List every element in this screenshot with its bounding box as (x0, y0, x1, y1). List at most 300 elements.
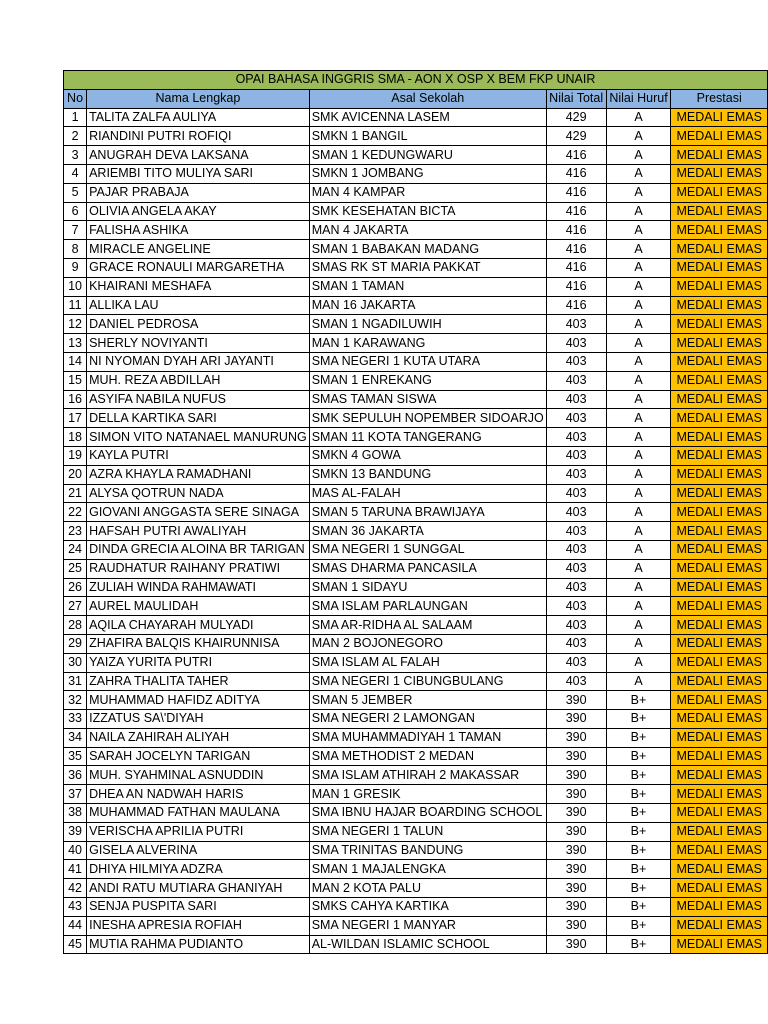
total-score: 403 (546, 334, 606, 353)
table-row (64, 710, 768, 729)
table-row (64, 240, 768, 259)
table-row (64, 371, 768, 390)
participant-name: KAYLA PUTRI (87, 446, 310, 465)
row-number: 17 (64, 409, 87, 428)
award: MEDALI EMAS (671, 221, 768, 240)
letter-grade: B+ (606, 785, 671, 804)
total-score: 403 (546, 672, 606, 691)
row-number: 15 (64, 371, 87, 390)
letter-grade: B+ (606, 766, 671, 785)
participant-name: RIANDINI PUTRI ROFIQI (87, 127, 310, 146)
row-number: 32 (64, 691, 87, 710)
participant-name: ALYSA QOTRUN NADA (87, 484, 310, 503)
row-number: 3 (64, 146, 87, 165)
school-name: SMA IBNU HAJAR BOARDING SCHOOL (309, 804, 546, 823)
row-number: 39 (64, 822, 87, 841)
participant-name: AZRA KHAYLA RAMADHANI (87, 465, 310, 484)
participant-name: SARAH JOCELYN TARIGAN (87, 747, 310, 766)
participant-name: DANIEL PEDROSA (87, 315, 310, 334)
row-number: 4 (64, 164, 87, 183)
title-row (64, 71, 768, 90)
total-score: 390 (546, 879, 606, 898)
letter-grade: A (606, 164, 671, 183)
award: MEDALI EMAS (671, 916, 768, 935)
letter-grade: A (606, 428, 671, 447)
total-score: 403 (546, 446, 606, 465)
header-no: No (64, 89, 87, 108)
school-name: SMK SEPULUH NOPEMBER SIDOARJO (309, 409, 546, 428)
participant-name: ZHAFIRA BALQIS KHAIRUNNISA (87, 634, 310, 653)
school-name: MAN 2 BOJONEGORO (309, 634, 546, 653)
participant-name: MIRACLE ANGELINE (87, 240, 310, 259)
school-name: SMK KESEHATAN BICTA (309, 202, 546, 221)
total-score: 390 (546, 898, 606, 917)
participant-name: ANUGRAH DEVA LAKSANA (87, 146, 310, 165)
letter-grade: A (606, 465, 671, 484)
total-score: 390 (546, 841, 606, 860)
school-name: SMAN 1 KEDUNGWARU (309, 146, 546, 165)
school-name: SMK AVICENNA LASEM (309, 108, 546, 127)
award: MEDALI EMAS (671, 127, 768, 146)
letter-grade: A (606, 446, 671, 465)
award: MEDALI EMAS (671, 634, 768, 653)
participant-name: MUHAMMAD HAFIDZ ADITYA (87, 691, 310, 710)
total-score: 390 (546, 728, 606, 747)
row-number: 25 (64, 559, 87, 578)
total-score: 390 (546, 804, 606, 823)
total-score: 403 (546, 597, 606, 616)
row-number: 29 (64, 634, 87, 653)
participant-name: GIOVANI ANGGASTA SERE SINAGA (87, 503, 310, 522)
participant-name: MUH. REZA ABDILLAH (87, 371, 310, 390)
participant-name: ASYIFA NABILA NUFUS (87, 390, 310, 409)
award: MEDALI EMAS (671, 183, 768, 202)
participant-name: RAUDHATUR RAIHANY PRATIWI (87, 559, 310, 578)
school-name: SMA TRINITAS BANDUNG (309, 841, 546, 860)
total-score: 416 (546, 221, 606, 240)
school-name: SMA NEGERI 2 LAMONGAN (309, 710, 546, 729)
letter-grade: A (606, 597, 671, 616)
table-row (64, 277, 768, 296)
letter-grade: A (606, 221, 671, 240)
letter-grade: A (606, 352, 671, 371)
row-number: 20 (64, 465, 87, 484)
row-number: 22 (64, 503, 87, 522)
total-score: 390 (546, 747, 606, 766)
award: MEDALI EMAS (671, 258, 768, 277)
award: MEDALI EMAS (671, 146, 768, 165)
row-number: 33 (64, 710, 87, 729)
total-score: 403 (546, 578, 606, 597)
table-row (64, 446, 768, 465)
participant-name: SENJA PUSPITA SARI (87, 898, 310, 917)
school-name: SMA NEGERI 1 KUTA UTARA (309, 352, 546, 371)
participant-name: SIMON VITO NATANAEL MANURUNG (87, 428, 310, 447)
school-name: MAN 1 GRESIK (309, 785, 546, 804)
award: MEDALI EMAS (671, 578, 768, 597)
award: MEDALI EMAS (671, 352, 768, 371)
total-score: 403 (546, 484, 606, 503)
row-number: 28 (64, 616, 87, 635)
header-school: Asal Sekolah (309, 89, 546, 108)
letter-grade: B+ (606, 898, 671, 917)
award: MEDALI EMAS (671, 465, 768, 484)
total-score: 416 (546, 277, 606, 296)
row-number: 31 (64, 672, 87, 691)
table-row (64, 334, 768, 353)
table-row (64, 747, 768, 766)
participant-name: ZAHRA THALITA TAHER (87, 672, 310, 691)
table-row (64, 390, 768, 409)
award: MEDALI EMAS (671, 879, 768, 898)
award: MEDALI EMAS (671, 334, 768, 353)
total-score: 403 (546, 559, 606, 578)
participant-name: GISELA ALVERINA (87, 841, 310, 860)
table-row (64, 296, 768, 315)
participant-name: NI NYOMAN DYAH ARI JAYANTI (87, 352, 310, 371)
participant-name: PAJAR PRABAJA (87, 183, 310, 202)
letter-grade: A (606, 578, 671, 597)
letter-grade: A (606, 315, 671, 334)
header-row (64, 89, 768, 108)
table-row (64, 164, 768, 183)
row-number: 16 (64, 390, 87, 409)
total-score: 416 (546, 296, 606, 315)
table-row (64, 766, 768, 785)
school-name: MAN 1 KARAWANG (309, 334, 546, 353)
row-number: 2 (64, 127, 87, 146)
letter-grade: B+ (606, 691, 671, 710)
letter-grade: A (606, 616, 671, 635)
table-title: OPAI BAHASA INGGRIS SMA - AON X OSP X BEM FKP UNAIR (64, 71, 768, 90)
header-name: Nama Lengkap (87, 89, 310, 108)
award: MEDALI EMAS (671, 728, 768, 747)
row-number: 18 (64, 428, 87, 447)
total-score: 416 (546, 240, 606, 259)
row-number: 21 (64, 484, 87, 503)
school-name: SMA ISLAM ATHIRAH 2 MAKASSAR (309, 766, 546, 785)
letter-grade: A (606, 183, 671, 202)
table-row (64, 785, 768, 804)
total-score: 403 (546, 522, 606, 541)
total-score: 403 (546, 634, 606, 653)
row-number: 14 (64, 352, 87, 371)
participant-name: ARIEMBI TITO MULIYA SARI (87, 164, 310, 183)
letter-grade: A (606, 146, 671, 165)
letter-grade: A (606, 672, 671, 691)
letter-grade: A (606, 484, 671, 503)
award: MEDALI EMAS (671, 390, 768, 409)
school-name: SMAS RK ST MARIA PAKKAT (309, 258, 546, 277)
award: MEDALI EMAS (671, 540, 768, 559)
total-score: 429 (546, 108, 606, 127)
table-row (64, 691, 768, 710)
table-row (64, 804, 768, 823)
total-score: 403 (546, 428, 606, 447)
table-row (64, 258, 768, 277)
row-number: 24 (64, 540, 87, 559)
award: MEDALI EMAS (671, 446, 768, 465)
table-row (64, 616, 768, 635)
award: MEDALI EMAS (671, 108, 768, 127)
row-number: 6 (64, 202, 87, 221)
table-row (64, 428, 768, 447)
letter-grade: B+ (606, 916, 671, 935)
participant-name: VERISCHA APRILIA PUTRI (87, 822, 310, 841)
letter-grade: A (606, 390, 671, 409)
total-score: 390 (546, 785, 606, 804)
total-score: 416 (546, 258, 606, 277)
total-score: 403 (546, 371, 606, 390)
row-number: 35 (64, 747, 87, 766)
total-score: 416 (546, 146, 606, 165)
letter-grade: A (606, 240, 671, 259)
header-grade: Nilai Huruf (606, 89, 671, 108)
award: MEDALI EMAS (671, 484, 768, 503)
school-name: SMAN 5 TARUNA BRAWIJAYA (309, 503, 546, 522)
school-name: SMKN 13 BANDUNG (309, 465, 546, 484)
letter-grade: A (606, 277, 671, 296)
award: MEDALI EMAS (671, 409, 768, 428)
table-row (64, 653, 768, 672)
row-number: 43 (64, 898, 87, 917)
school-name: SMAN 1 NGADILUWIH (309, 315, 546, 334)
row-number: 34 (64, 728, 87, 747)
school-name: AL-WILDAN ISLAMIC SCHOOL (309, 935, 546, 954)
school-name: MAN 4 KAMPAR (309, 183, 546, 202)
letter-grade: A (606, 653, 671, 672)
table-row (64, 860, 768, 879)
award: MEDALI EMAS (671, 597, 768, 616)
table-row (64, 202, 768, 221)
row-number: 11 (64, 296, 87, 315)
total-score: 390 (546, 860, 606, 879)
participant-name: INESHA APRESIA ROFIAH (87, 916, 310, 935)
total-score: 403 (546, 503, 606, 522)
participant-name: AUREL MAULIDAH (87, 597, 310, 616)
table-row (64, 409, 768, 428)
row-number: 44 (64, 916, 87, 935)
award: MEDALI EMAS (671, 277, 768, 296)
letter-grade: A (606, 127, 671, 146)
school-name: SMKS CAHYA KARTIKA (309, 898, 546, 917)
school-name: MAS AL-FALAH (309, 484, 546, 503)
table-row (64, 634, 768, 653)
table-row (64, 484, 768, 503)
table-row (64, 578, 768, 597)
award: MEDALI EMAS (671, 785, 768, 804)
total-score: 390 (546, 691, 606, 710)
total-score: 403 (546, 465, 606, 484)
table-row (64, 522, 768, 541)
award: MEDALI EMAS (671, 164, 768, 183)
table-row (64, 146, 768, 165)
participant-name: MUHAMMAD FATHAN MAULANA (87, 804, 310, 823)
letter-grade: A (606, 503, 671, 522)
letter-grade: B+ (606, 804, 671, 823)
award: MEDALI EMAS (671, 747, 768, 766)
award: MEDALI EMAS (671, 428, 768, 447)
table-row (64, 559, 768, 578)
award: MEDALI EMAS (671, 653, 768, 672)
award: MEDALI EMAS (671, 766, 768, 785)
school-name: SMAN 5 JEMBER (309, 691, 546, 710)
school-name: SMAS DHARMA PANCASILA (309, 559, 546, 578)
row-number: 45 (64, 935, 87, 954)
letter-grade: B+ (606, 860, 671, 879)
results-table (63, 70, 768, 954)
school-name: SMA ISLAM PARLAUNGAN (309, 597, 546, 616)
participant-name: IZZATUS SA\'DIYAH (87, 710, 310, 729)
award: MEDALI EMAS (671, 860, 768, 879)
letter-grade: A (606, 334, 671, 353)
table-row (64, 841, 768, 860)
school-name: SMAN 11 KOTA TANGERANG (309, 428, 546, 447)
award: MEDALI EMAS (671, 616, 768, 635)
award: MEDALI EMAS (671, 841, 768, 860)
table-row (64, 935, 768, 954)
participant-name: DHIYA HILMIYA ADZRA (87, 860, 310, 879)
table-row (64, 183, 768, 202)
participant-name: ZULIAH WINDA RAHMAWATI (87, 578, 310, 597)
letter-grade: A (606, 296, 671, 315)
table-row (64, 108, 768, 127)
total-score: 390 (546, 916, 606, 935)
award: MEDALI EMAS (671, 691, 768, 710)
row-number: 26 (64, 578, 87, 597)
row-number: 30 (64, 653, 87, 672)
letter-grade: A (606, 559, 671, 578)
row-number: 27 (64, 597, 87, 616)
letter-grade: A (606, 258, 671, 277)
letter-grade: B+ (606, 747, 671, 766)
participant-name: MUTIA RAHMA PUDIANTO (87, 935, 310, 954)
letter-grade: A (606, 540, 671, 559)
award: MEDALI EMAS (671, 202, 768, 221)
award: MEDALI EMAS (671, 371, 768, 390)
row-number: 7 (64, 221, 87, 240)
letter-grade: B+ (606, 879, 671, 898)
total-score: 390 (546, 710, 606, 729)
school-name: SMA NEGERI 1 MANYAR (309, 916, 546, 935)
letter-grade: A (606, 522, 671, 541)
letter-grade: A (606, 202, 671, 221)
row-number: 38 (64, 804, 87, 823)
participant-name: NAILA ZAHIRAH ALIYAH (87, 728, 310, 747)
participant-name: ALLIKA LAU (87, 296, 310, 315)
total-score: 416 (546, 164, 606, 183)
award: MEDALI EMAS (671, 804, 768, 823)
school-name: MAN 4 JAKARTA (309, 221, 546, 240)
award: MEDALI EMAS (671, 559, 768, 578)
participant-name: FALISHA ASHIKA (87, 221, 310, 240)
letter-grade: A (606, 634, 671, 653)
letter-grade: A (606, 371, 671, 390)
letter-grade: B+ (606, 728, 671, 747)
school-name: SMA NEGERI 1 SUNGGAL (309, 540, 546, 559)
table-row (64, 540, 768, 559)
school-name: SMAN 1 MAJALENGKA (309, 860, 546, 879)
total-score: 416 (546, 202, 606, 221)
table-row (64, 221, 768, 240)
total-score: 403 (546, 390, 606, 409)
table-row (64, 822, 768, 841)
row-number: 9 (64, 258, 87, 277)
table-body (64, 108, 768, 954)
school-name: SMAN 1 BABAKAN MADANG (309, 240, 546, 259)
row-number: 13 (64, 334, 87, 353)
school-name: SMA NEGERI 1 CIBUNGBULANG (309, 672, 546, 691)
table-row (64, 503, 768, 522)
total-score: 390 (546, 822, 606, 841)
award: MEDALI EMAS (671, 503, 768, 522)
school-name: SMKN 1 JOMBANG (309, 164, 546, 183)
row-number: 37 (64, 785, 87, 804)
total-score: 403 (546, 616, 606, 635)
total-score: 403 (546, 315, 606, 334)
row-number: 5 (64, 183, 87, 202)
award: MEDALI EMAS (671, 522, 768, 541)
school-name: SMKN 4 GOWA (309, 446, 546, 465)
participant-name: GRACE RONAULI MARGARETHA (87, 258, 310, 277)
participant-name: KHAIRANI MESHAFA (87, 277, 310, 296)
total-score: 390 (546, 935, 606, 954)
school-name: MAN 2 KOTA PALU (309, 879, 546, 898)
award: MEDALI EMAS (671, 935, 768, 954)
school-name: SMA ISLAM AL FALAH (309, 653, 546, 672)
school-name: SMAN 1 ENREKANG (309, 371, 546, 390)
award: MEDALI EMAS (671, 898, 768, 917)
letter-grade: B+ (606, 822, 671, 841)
school-name: SMKN 1 BANGIL (309, 127, 546, 146)
row-number: 19 (64, 446, 87, 465)
school-name: SMA NEGERI 1 TALUN (309, 822, 546, 841)
award: MEDALI EMAS (671, 315, 768, 334)
school-name: SMA AR-RIDHA AL SALAAM (309, 616, 546, 635)
table-row (64, 728, 768, 747)
table-row (64, 127, 768, 146)
school-name: SMAN 1 TAMAN (309, 277, 546, 296)
total-score: 403 (546, 409, 606, 428)
table-row (64, 315, 768, 334)
school-name: MAN 16 JAKARTA (309, 296, 546, 315)
award: MEDALI EMAS (671, 710, 768, 729)
letter-grade: A (606, 409, 671, 428)
row-number: 8 (64, 240, 87, 259)
participant-name: DINDA GRECIA ALOINA BR TARIGAN (87, 540, 310, 559)
total-score: 403 (546, 540, 606, 559)
participant-name: HAFSAH PUTRI AWALIYAH (87, 522, 310, 541)
total-score: 403 (546, 352, 606, 371)
letter-grade: B+ (606, 935, 671, 954)
table-row (64, 898, 768, 917)
total-score: 416 (546, 183, 606, 202)
letter-grade: B+ (606, 841, 671, 860)
participant-name: OLIVIA ANGELA AKAY (87, 202, 310, 221)
letter-grade: B+ (606, 710, 671, 729)
row-number: 12 (64, 315, 87, 334)
participant-name: ANDI RATU MUTIARA GHANIYAH (87, 879, 310, 898)
participant-name: AQILA CHAYARAH MULYADI (87, 616, 310, 635)
participant-name: DHEA AN NADWAH HARIS (87, 785, 310, 804)
row-number: 42 (64, 879, 87, 898)
header-total: Nilai Total (546, 89, 606, 108)
row-number: 23 (64, 522, 87, 541)
table-row (64, 672, 768, 691)
table-row (64, 879, 768, 898)
table-row (64, 352, 768, 371)
total-score: 403 (546, 653, 606, 672)
